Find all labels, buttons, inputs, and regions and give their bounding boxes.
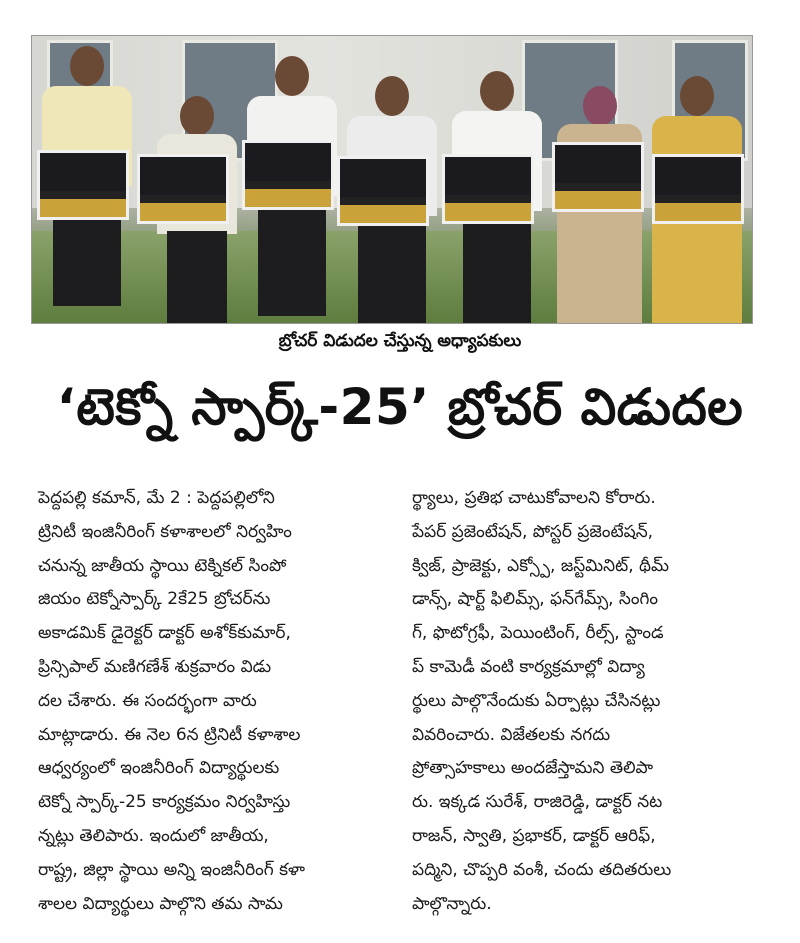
brochure — [337, 156, 429, 226]
article-text-right: ర్థ్యాలు, ప్రతిభ చాటుకోవాలని కోరారు. పేపర్ ప్రజెంటేషన్, పోస్టర్ ప్రజెంటేషన్, క్విజ్, ప్రాజెక్టు, ఎక్స్పో, జస్ట్‌మినిట్, థీమ్ డాన్స్, షార్ట్ ఫిలిమ్స్, ఫన్‌గేమ్స్, సింగిం గ్, ఫొటోగ్రఫీ, పెయింటింగ్, రీల్స్, స్టాండ ప్ కామెడీ వంటి కార్యక్రమాల్లో విద్యా ర్థులు పాల్గొనేందుకు ఏర్పాట్లు చేసినట్లు వివరించారు. విజేతలకు నగదు ప్రోత్సాహకాలు అందజేస్తామని తెలిపా రు. ఇక్కడ సురేశ్, రాజిరెడ్డి, డాక్టర్ నట రాజన్, స్వాతి, ప్రభాకర్, డాక్టర్ ఆరిఫ్, పద్మిని, చొప్పరి వంశీ, చందు తదితరులు పాల్గొన్నారు. — [412, 488, 672, 914]
article-column-left — [38, 482, 388, 921]
brochure — [137, 154, 229, 224]
headline: ‘టెక్నో స్పార్క్-25’ బ్రోచర్ విడుదల — [56, 378, 744, 436]
brochure — [552, 142, 644, 212]
article-column-right — [412, 482, 762, 921]
brochure — [652, 154, 744, 224]
photo-caption: బ్రోచర్ విడుదల చేస్తున్న అధ్యాపకులు — [278, 331, 522, 351]
brochure — [442, 154, 534, 224]
brochure — [242, 140, 334, 210]
news-photo — [31, 35, 753, 324]
brochure — [37, 150, 129, 220]
article-text-left: పెద్దపల్లి కమాన్, మే 2 : పెద్దపల్లిలోని ట్రినిటీ ఇంజినీరింగ్ కళాశాలలో నిర్వహిం చనున్న జాతీయ స్థాయి టెక్నికల్ సింపో జియం టెక్నోస్పార్క్ 2కే25 బ్రోచర్‌ను అకాడమిక్ డైరెక్టర్ డాక్టర్ అశోక్‌కుమార్, ప్రిన్సిపాల్ మణిగణేశ్ శుక్రవారం విడు దల చేశారు. ఈ సందర్భంగా వారు మాట్లాడారు. ఈ నెల 6న ట్రినిటీ కళాశాల ఆధ్వర్యంలో ఇంజినీరింగ్ విద్యార్థులకు టెక్నో స్పార్క్-25 కార్యక్రమం నిర్వహిస్తు న్నట్లు తెలిపారు. ఇందులో జాతీయ, రాష్ట్ర, జిల్లా స్థాయి అన్ని ఇంజినీరింగ్ కళా శాలల విద్యార్థులు పాల్గొని తమ సామ — [38, 488, 305, 914]
